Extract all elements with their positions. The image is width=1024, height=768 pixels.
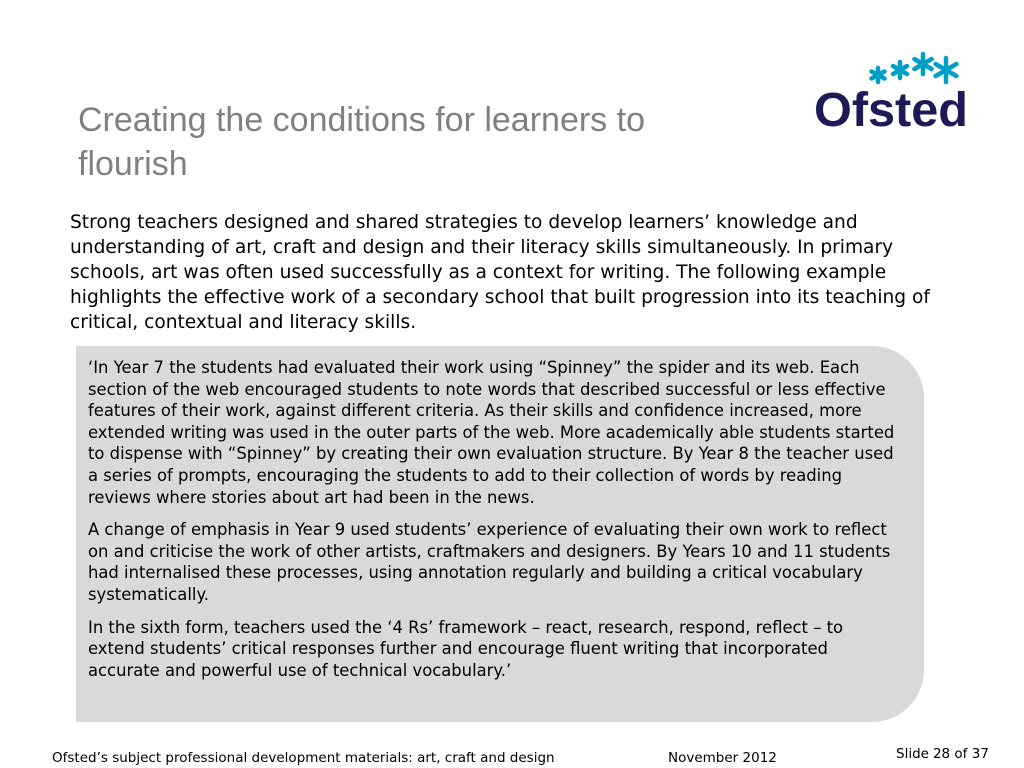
slide-title-line-2: flourish — [78, 145, 188, 183]
ofsted-stars-logo-icon — [812, 48, 972, 132]
footer-materials-title: Ofsted’s subject professional development materials: art, craft and design — [52, 750, 555, 766]
footer-date: November 2012 — [668, 750, 777, 766]
ofsted-logo — [812, 48, 972, 132]
case-study-quote-box — [76, 346, 924, 722]
slide-count: 28 of 37 — [932, 746, 989, 762]
quote-paragraph-3: In the sixth form, teachers used the ‘4 Rs’ framework – react, research, respond, reflect – to extend students’ critical responses further and encourage fluent writing that incorporated accurate and powerful use of technical vocabulary.’ — [88, 617, 844, 680]
slide-title — [78, 98, 778, 186]
quote-paragraph-1: ‘In Year 7 the students had evaluated their work using “Spinney” the spider and its web. Each section of the web encouraged students to note words that described successful or less effective features of their work, against different criteria. As their skills and confidence increased, more extended writing was used in the outer parts of the web. More academically able students started to dispense with “Spinney” by creating their own evaluation structure. By Year 8 the teacher used a series of prompts, encouraging the students to add to their collection of words by reading reviews where stories about art had been in the news. — [88, 358, 895, 507]
quote-paragraph-2: A change of emphasis in Year 9 used students’ experience of evaluating their own work to reflect on and criticise the work of other artists, craftmakers and designers. By Years 10 and 11 students had internalised these processes, using annotation regularly and building a critical vocabulary systematically. — [88, 520, 891, 604]
ofsted-logo-text: Ofsted — [814, 84, 968, 132]
slide-title-line-1: Creating the conditions for learners to — [78, 101, 645, 139]
footer-slide-number — [896, 746, 993, 762]
slide-label: Slide — [896, 746, 929, 762]
intro-paragraph: Strong teachers designed and shared strategies to develop learners’ knowledge and understanding of art, craft and design and their literacy skills simultaneously. In primary schools, art was often used successfully as a context for writing. The following example highlights the effective work of a secondary school that built progression into its teaching of critical, contextual and literacy skills. — [70, 212, 930, 333]
